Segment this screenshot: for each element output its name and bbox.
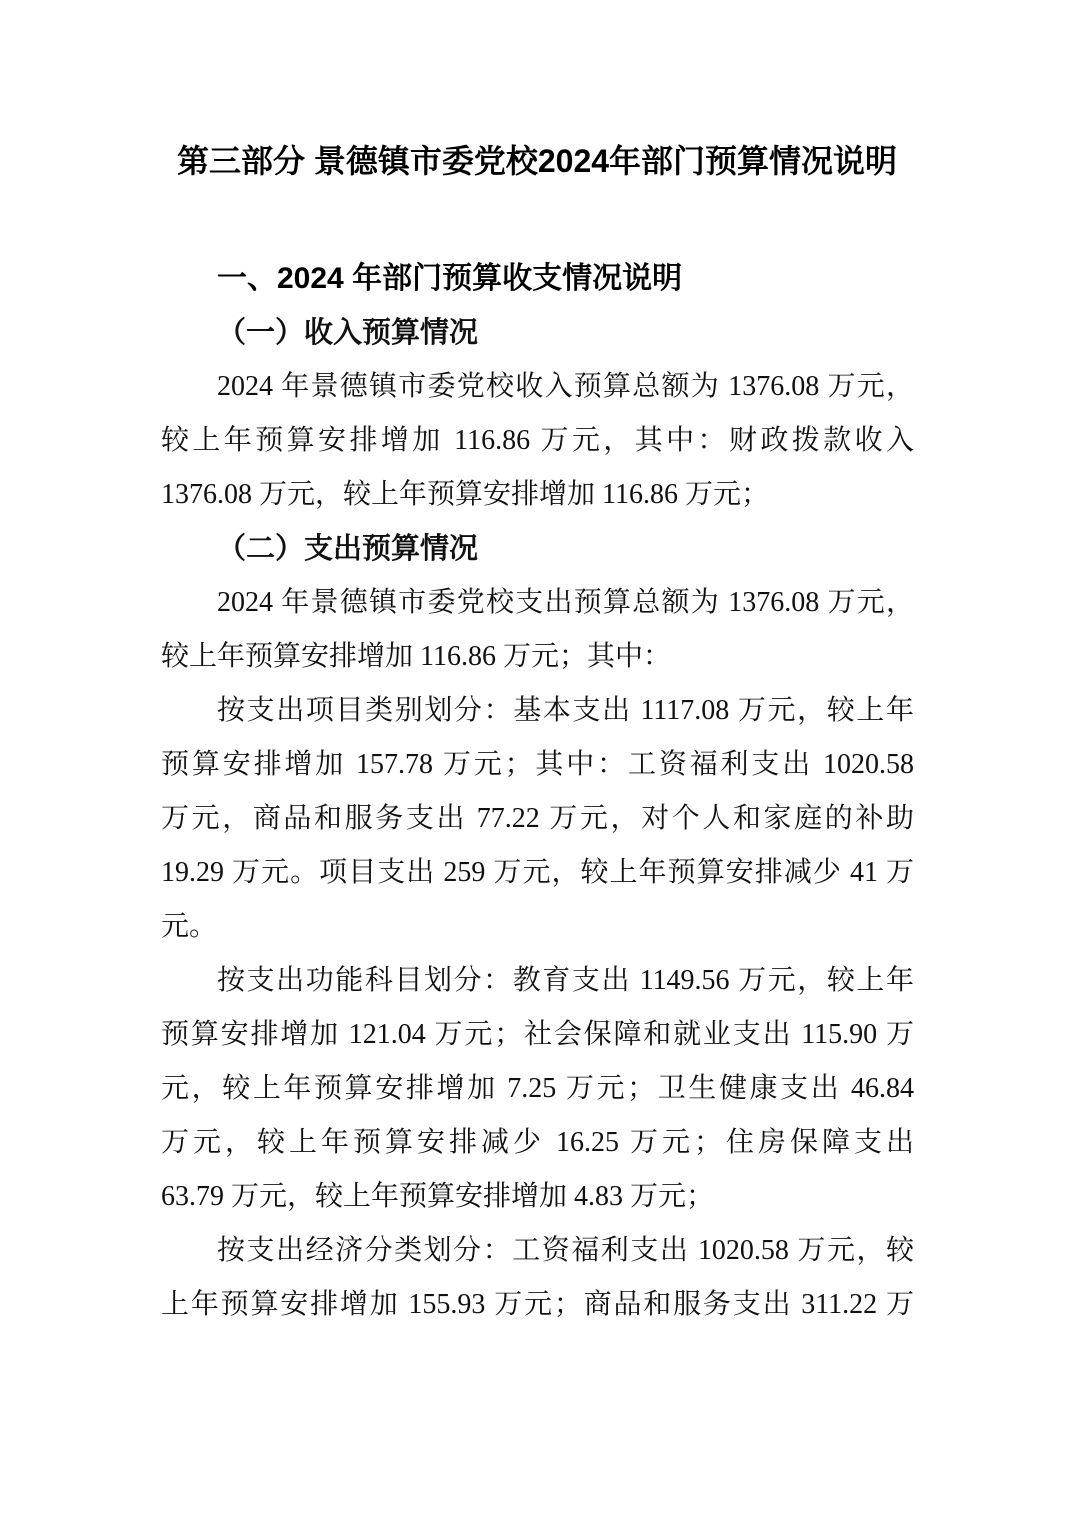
section-heading: 一、2024 年部门预算收支情况说明 <box>217 262 683 295</box>
by-economic-line-1: 按支出经济分类划分：工资福利支出 1020.58 万元，较 <box>217 1235 914 1266</box>
expenditure-total-line-1: 2024 年景德镇市委党校支出预算总额为 1376.08 万元， <box>217 587 914 618</box>
income-paragraph-line-2: 较上年预算安排增加 116.86 万元，其中：财政拨款收入 <box>161 425 914 456</box>
by-function-line-5: 63.79 万元，较上年预算安排增加 4.83 万元； <box>161 1181 715 1212</box>
by-function-line-2: 预算安排增加 121.04 万元；社会保障和就业支出 115.90 万 <box>161 1019 914 1050</box>
document-title: 第三部分 景德镇市委党校2024年部门预算情况说明 <box>176 143 898 179</box>
by-function-line-1: 按支出功能科目划分：教育支出 1149.56 万元，较上年 <box>217 965 914 996</box>
by-project-line-1: 按支出项目类别划分：基本支出 1117.08 万元，较上年 <box>217 695 914 726</box>
income-paragraph-line-1: 2024 年景德镇市委党校收入预算总额为 1376.08 万元， <box>217 371 914 402</box>
by-function-line-3: 元，较上年预算安排增加 7.25 万元；卫生健康支出 46.84 <box>161 1073 914 1104</box>
expenditure-subheading: （二）支出预算情况 <box>217 533 479 565</box>
by-project-line-5: 元。 <box>161 911 218 942</box>
income-paragraph-line-3: 1376.08 万元，较上年预算安排增加 116.86 万元； <box>161 479 769 510</box>
by-economic-line-2: 上年预算安排增加 155.93 万元；商品和服务支出 311.22 万 <box>161 1289 914 1320</box>
by-project-line-2: 预算安排增加 157.78 万元；其中：工资福利支出 1020.58 <box>161 749 914 780</box>
by-function-line-4: 万元，较上年预算安排减少 16.25 万元；住房保障支出 <box>161 1127 914 1158</box>
document-body <box>161 252 914 1332</box>
by-project-line-3: 万元，商品和服务支出 77.22 万元，对个人和家庭的补助 <box>161 803 914 834</box>
by-project-line-4: 19.29 万元。项目支出 259 万元，较上年预算安排减少 41 万 <box>161 857 914 888</box>
income-subheading: （一）收入预算情况 <box>217 317 479 349</box>
expenditure-total-line-2: 较上年预算安排增加 116.86 万元；其中： <box>161 641 671 672</box>
